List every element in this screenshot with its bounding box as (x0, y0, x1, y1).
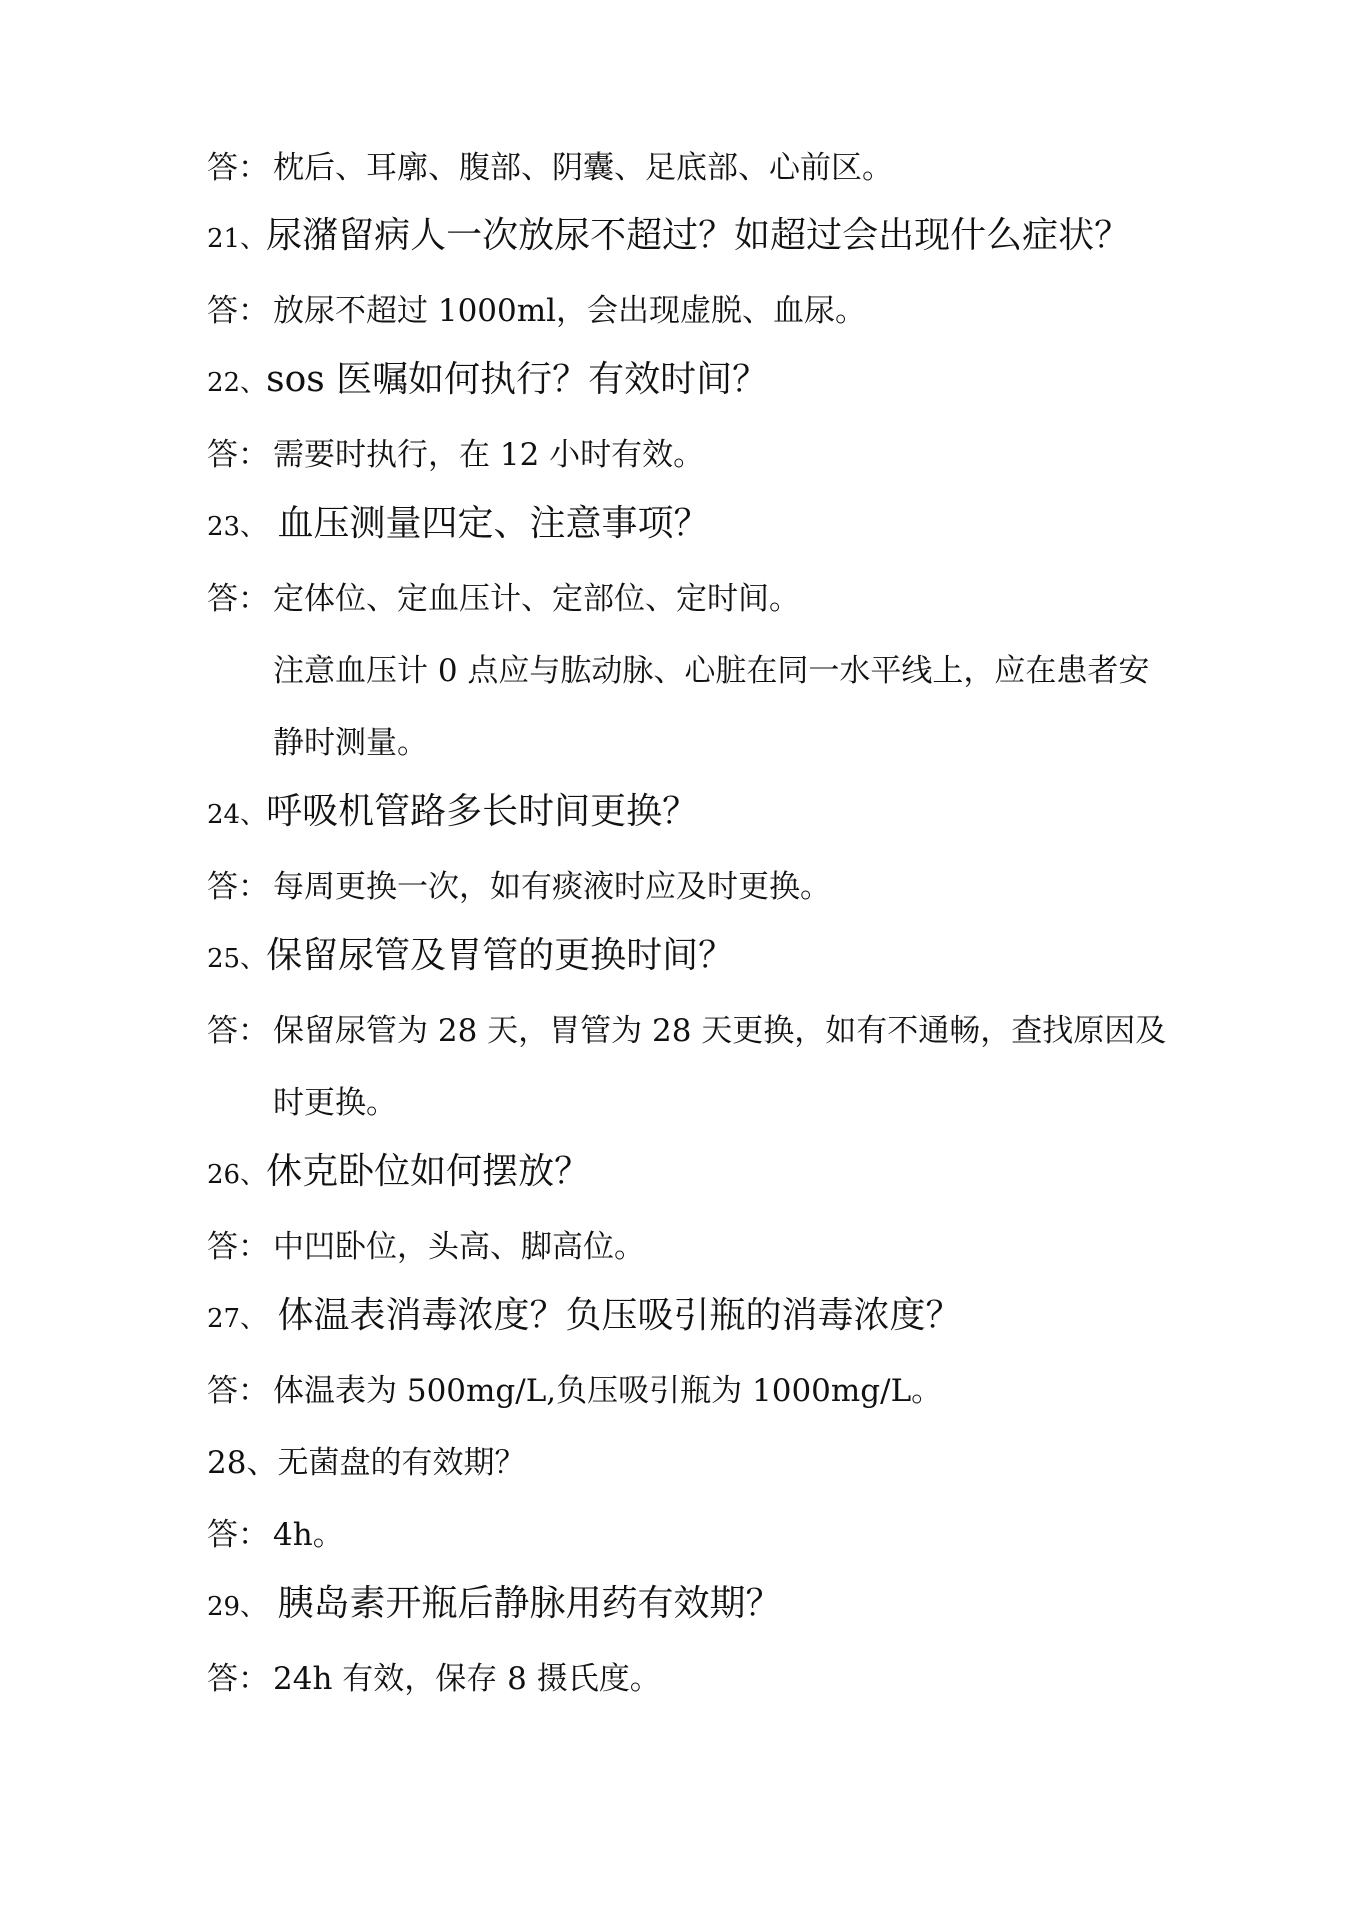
answer-line (207, 1517, 344, 1553)
question-line (207, 1445, 526, 1481)
question-text: sos 医嘱如何执行？有效时间？ (266, 359, 769, 400)
answer-line (207, 437, 705, 473)
answer-label: 答： (207, 293, 269, 329)
answer-text: 放尿不超过 1000ml，会出现虚脱、血尿。 (273, 293, 867, 329)
question-line (207, 503, 710, 544)
question-text: 呼吸机管路多长时间更换？ (266, 791, 699, 832)
answer-label: 答： (207, 581, 269, 617)
answer-line (207, 1373, 943, 1409)
question-number: 29、 (207, 1592, 267, 1622)
answer-text: 体温表为 500mg/L,负压吸引瓶为 1000mg/L。 (273, 1373, 943, 1409)
question-number: 26、 (207, 1160, 267, 1190)
answer-line (207, 1013, 1167, 1049)
answer-text: 中凹卧位，头高、脚高位。 (273, 1229, 645, 1265)
answer-label: 答： (207, 437, 269, 473)
answer-label: 答： (207, 1229, 269, 1265)
answer-text: 需要时执行，在 12 小时有效。 (273, 437, 705, 473)
answer-continuation: 注意血压计 0 点应与肱动脉、心脏在同一水平线上，应在患者安 (273, 653, 1150, 689)
answer-line (207, 581, 800, 617)
answer-label: 答： (207, 1013, 269, 1049)
question-number: 24、 (207, 800, 267, 830)
answer-line (207, 1661, 661, 1697)
question-text: 休克卧位如何摆放？ (266, 1151, 591, 1192)
question-number: 28、 (207, 1445, 278, 1481)
question-line (207, 935, 735, 976)
question-number: 25、 (207, 944, 267, 974)
answer-label: 答： (207, 1517, 269, 1553)
question-text: 胰岛素开瓶后静脉用药有效期？ (266, 1583, 782, 1624)
question-line (207, 1295, 962, 1336)
answer-line (207, 293, 867, 329)
answer-line (207, 1229, 645, 1265)
answer-text: 每周更换一次，如有痰液时应及时更换。 (273, 869, 831, 905)
question-text: 体温表消毒浓度？负压吸引瓶的消毒浓度？ (266, 1295, 962, 1336)
question-line (207, 215, 1131, 256)
question-line (207, 1151, 591, 1192)
question-text: 尿潴留病人一次放尿不超过？如超过会出现什么症状？ (266, 215, 1131, 256)
question-text: 无菌盘的有效期？ (277, 1445, 526, 1481)
answer-continuation: 静时测量。 (273, 725, 428, 761)
answer-label: 答： (207, 1661, 269, 1697)
answer-continuation: 时更换。 (273, 1085, 397, 1121)
question-number: 21、 (207, 224, 267, 254)
answer-text: 24h 有效，保存 8 摄氏度。 (273, 1661, 661, 1697)
answer-text: 4h。 (273, 1517, 344, 1553)
answer-text: 保留尿管为 28 天，胃管为 28 天更换，如有不通畅，查找原因及 (273, 1013, 1167, 1049)
question-text: 血压测量四定、注意事项？ (266, 503, 710, 544)
answer-line (207, 150, 893, 186)
question-number: 22、 (207, 368, 267, 398)
question-number: 27、 (207, 1304, 267, 1334)
answer-label: 答： (207, 869, 269, 905)
answer-label: 答： (207, 1373, 269, 1409)
question-line (207, 359, 769, 400)
answer-label: 答： (207, 150, 269, 186)
question-number: 23、 (207, 512, 267, 542)
question-line (207, 791, 699, 832)
answer-line (207, 869, 831, 905)
question-text: 保留尿管及胃管的更换时间？ (266, 935, 735, 976)
answer-text: 定体位、定血压计、定部位、定时间。 (273, 581, 800, 617)
answer-text: 枕后、耳廓、腹部、阴囊、足底部、心前区。 (273, 150, 893, 186)
question-line (207, 1583, 782, 1624)
